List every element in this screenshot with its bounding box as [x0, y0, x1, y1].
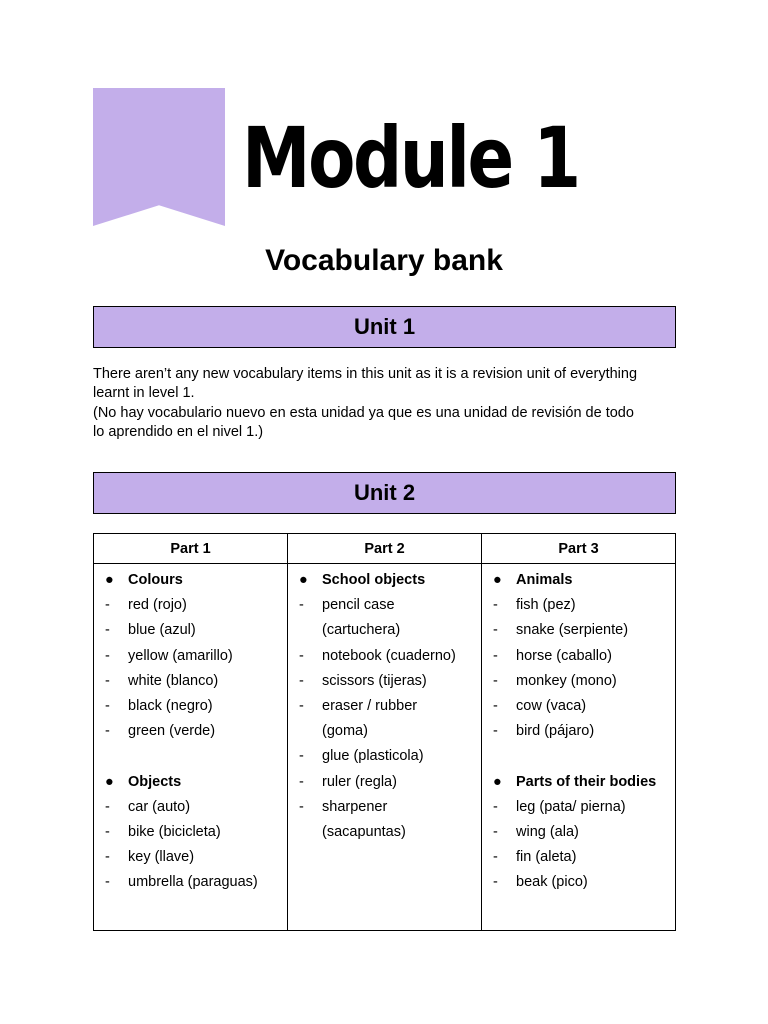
dash-marker: -: [105, 723, 110, 740]
vocab-item: [94, 795, 287, 820]
dash-marker: -: [299, 647, 304, 664]
vocab-item: [482, 820, 675, 845]
vocab-text: ruler (regla): [322, 773, 397, 790]
vocab-item: [288, 593, 481, 618]
vocab-item: [288, 770, 481, 795]
intro-line: (No hay vocabulario nuevo en esta unidad ya que es una unidad de revisión de todo: [93, 404, 634, 421]
dash-marker: -: [105, 622, 110, 639]
vocab-text: notebook (cuaderno): [322, 647, 456, 664]
vocab-item: [482, 669, 675, 694]
vocab-text: horse (caballo): [516, 647, 612, 664]
unit-2-heading-label: Unit 2: [353, 480, 416, 505]
column-part-1: [94, 564, 288, 931]
dash-marker: -: [105, 597, 110, 614]
vocab-item: [482, 870, 675, 895]
vocab-text: fin (aleta): [516, 849, 577, 866]
vocab-item: [94, 618, 287, 643]
vocab-item: [288, 618, 481, 643]
vocab-item: [288, 744, 481, 769]
category-heading: [288, 568, 481, 593]
vocab-item: [482, 593, 675, 618]
vocab-text: red (rojo): [128, 597, 187, 614]
category-heading: [94, 770, 287, 795]
vocab-text: beak (pico): [516, 874, 588, 891]
category-heading: [482, 568, 675, 593]
vocab-text: snake (serpiente): [516, 622, 629, 639]
vocab-text: scissors (tijeras): [322, 672, 427, 689]
table-row: [94, 564, 676, 931]
vocab-item: [482, 644, 675, 669]
page-subtitle: Vocabulary bank: [265, 244, 503, 277]
dash-marker: -: [105, 798, 110, 815]
vocab-text: Animals: [516, 572, 573, 588]
unit-2-heading: [93, 472, 676, 514]
vocab-item: [94, 669, 287, 694]
list-spacer: [482, 744, 675, 769]
vocab-text: green (verde): [128, 723, 216, 740]
category-heading: [482, 770, 675, 795]
dash-marker: -: [493, 849, 498, 866]
vocab-item: [94, 644, 287, 669]
dash-marker: -: [105, 823, 110, 840]
intro-line: lo aprendido en el nivel 1.): [93, 423, 264, 440]
dash-marker: -: [105, 874, 110, 891]
dash-marker: [288, 820, 322, 845]
vocab-text: (goma): [322, 723, 368, 740]
unit-1-intro: [93, 365, 683, 442]
intro-line: There aren’t any new vocabulary items in this unit as it is a revision unit of everything: [93, 366, 638, 382]
dash-marker: -: [493, 798, 498, 815]
vocab-item: [94, 820, 287, 845]
vocab-item: [482, 719, 675, 744]
vocab-item: [94, 845, 287, 870]
vocab-item: [94, 870, 287, 895]
dash-marker: -: [493, 874, 498, 891]
dash-marker: -: [299, 697, 304, 714]
dash-marker: -: [105, 849, 110, 866]
column-part-2: [288, 564, 482, 931]
intro-line: learnt in level 1.: [93, 385, 195, 402]
vocab-item: [288, 719, 481, 744]
bullet-icon: ●: [105, 572, 114, 588]
vocab-text: bike (bicicleta): [128, 823, 221, 840]
vocab-text: bird (pájaro): [516, 723, 595, 740]
bullet-icon: ●: [105, 773, 114, 790]
vocabulary-table: [93, 533, 676, 931]
vocab-item: [482, 618, 675, 643]
column-header-part-3: Part 3: [482, 534, 676, 564]
dash-marker: -: [493, 672, 498, 689]
vocab-text: Colours: [128, 572, 183, 588]
column-header-part-1: Part 1: [94, 534, 288, 564]
vocab-text: white (blanco): [128, 672, 219, 689]
vocab-text: eraser / rubber: [322, 697, 418, 714]
vocab-text: cow (vaca): [516, 697, 587, 714]
vocab-text: key (llave): [128, 849, 195, 866]
vocab-text: Objects: [128, 773, 182, 790]
dash-marker: -: [493, 723, 498, 740]
dash-marker: -: [493, 697, 498, 714]
vocab-text: sharpener: [322, 798, 388, 815]
category-heading: [94, 568, 287, 593]
dash-marker: -: [299, 773, 304, 790]
vocab-item: [482, 845, 675, 870]
bullet-icon: ●: [299, 572, 308, 588]
column-header-part-2: Part 2: [288, 534, 482, 564]
vocab-text: (cartuchera): [322, 622, 401, 639]
vocab-text: fish (pez): [516, 597, 576, 614]
column-part-3: [482, 564, 676, 931]
vocab-text: car (auto): [128, 798, 191, 815]
bookmark-ribbon-icon: [93, 88, 225, 226]
vocab-text: glue (plasticola): [322, 748, 424, 765]
vocab-text: yellow (amarillo): [128, 647, 233, 664]
vocab-item: [288, 795, 481, 820]
vocab-item: [94, 593, 287, 618]
dash-marker: -: [299, 748, 304, 765]
dash-marker: -: [493, 597, 498, 614]
vocab-item: [288, 820, 481, 845]
module-title: Module 1: [242, 109, 579, 207]
unit-1-heading: [93, 306, 676, 348]
vocab-item: [288, 694, 481, 719]
vocab-text: black (negro): [128, 697, 213, 714]
dash-marker: -: [105, 647, 110, 664]
vocab-text: monkey (mono): [516, 672, 617, 689]
vocab-text: pencil case: [322, 597, 395, 614]
vocab-item: [288, 644, 481, 669]
vocab-text: Parts of their bodies: [516, 773, 657, 790]
vocab-text: School objects: [322, 572, 426, 588]
vocab-item: [482, 694, 675, 719]
vocab-item: [482, 795, 675, 820]
vocab-text: wing (ala): [516, 823, 579, 840]
vocab-item: [94, 719, 287, 744]
vocab-text: leg (pata/ pierna): [516, 798, 626, 815]
dash-marker: [288, 618, 322, 643]
vocab-item: [288, 669, 481, 694]
dash-marker: -: [105, 672, 110, 689]
dash-marker: -: [299, 597, 304, 614]
unit-1-heading-label: Unit 1: [353, 314, 416, 339]
dash-marker: -: [299, 672, 304, 689]
dash-marker: -: [299, 798, 304, 815]
dash-marker: -: [493, 823, 498, 840]
table-header-row: [94, 534, 676, 564]
dash-marker: -: [493, 622, 498, 639]
bullet-icon: ●: [493, 773, 502, 790]
dash-marker: [288, 719, 322, 744]
vocab-item: [94, 694, 287, 719]
dash-marker: -: [105, 697, 110, 714]
vocab-text: umbrella (paraguas): [128, 874, 258, 891]
vocab-text: blue (azul): [128, 622, 196, 639]
list-spacer: [94, 744, 287, 769]
bullet-icon: ●: [493, 572, 502, 588]
vocab-text: (sacapuntas): [322, 823, 406, 840]
dash-marker: -: [493, 647, 498, 664]
